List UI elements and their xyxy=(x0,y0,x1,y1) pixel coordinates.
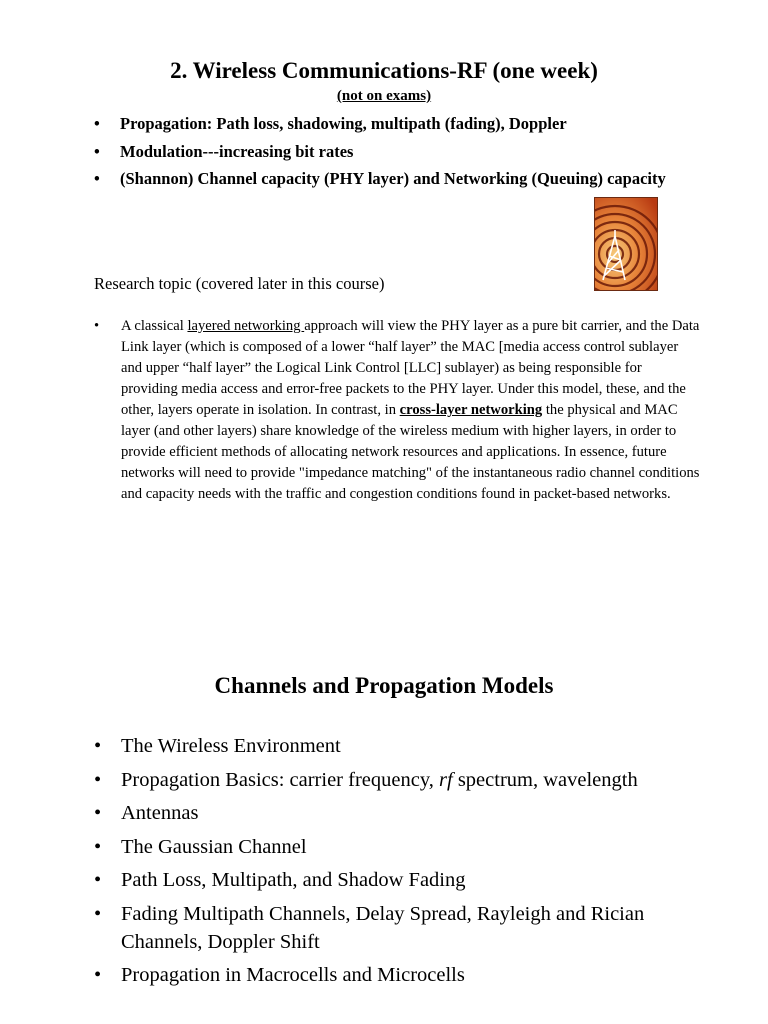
subtitle-text: (not on exams) xyxy=(336,88,432,104)
bullet-icon: • xyxy=(94,869,102,891)
list-item xyxy=(94,866,694,894)
page-subtitle xyxy=(0,87,768,105)
cross-layer-networking-term: cross-layer networking xyxy=(399,402,543,418)
list-item-text: The Gaussian Channel xyxy=(121,835,307,858)
bullet-icon: • xyxy=(94,835,102,858)
list-item xyxy=(94,139,684,165)
paragraph-text: A classical xyxy=(121,318,188,334)
research-heading: Research topic (covered later in this course) xyxy=(94,274,385,293)
list-item xyxy=(94,166,684,192)
layered-networking-term: layered networking xyxy=(187,318,305,334)
list-item-text: Modulation---increasing bit rates xyxy=(120,141,354,161)
radio-tower-icon xyxy=(594,197,658,291)
section-heading: Channels and Propagation Models xyxy=(214,673,554,698)
paragraph-text: approach will view the PHY layer as a pure bit carrier, and the Data Link layer (which is composed of a lower “half layer” the MAC [media access control sublayer and upper “half layer” the Logical Link Control [LLC] sublayer) as being responsible for providing media access and error-free packets to the PHY layer. Under this model, these, and the other, layers operate in isolation. In contrast, in xyxy=(121,318,700,418)
rf-term: rf xyxy=(439,768,453,791)
list-item xyxy=(94,961,694,989)
bullet-icon: • xyxy=(94,169,100,188)
list-item xyxy=(94,766,694,794)
list-item-text: Propagation in Macrocells and Microcells xyxy=(121,964,465,986)
list-item xyxy=(94,900,694,956)
list-item xyxy=(94,799,694,827)
bullet-icon: • xyxy=(94,318,100,334)
topics-list xyxy=(94,111,684,194)
research-paragraph xyxy=(121,316,700,505)
bullet-icon: • xyxy=(94,735,102,757)
research-bullet xyxy=(94,316,700,505)
list-item-text: Antennas xyxy=(121,802,199,824)
list-item-text: Propagation: Path loss, shadowing, multipath (fading), Doppler xyxy=(120,114,567,133)
list-item xyxy=(94,833,694,861)
bullet-icon: • xyxy=(94,141,100,161)
bullet-icon: • xyxy=(94,114,100,133)
bullet-icon: • xyxy=(94,902,102,925)
page-title: 2. Wireless Communications-RF (one week) xyxy=(170,58,598,83)
list-item-text: (Shannon) Channel capacity (PHY layer) and Networking (Queuing) capacity xyxy=(120,169,666,188)
list-item-text-part: spectrum, wavelength xyxy=(452,768,638,791)
list-item-text xyxy=(121,769,638,791)
paragraph-text: the physical and MAC layer (and other layers) share knowledge of the wireless medium with higher layers, in order to provide efficient methods of allocating network resources and applications. In essence, future networks will need to provide "impedance matching" of the instantaneous radio channel conditions and capacity needs with the traffic and congestion conditions found in packet-based networks. xyxy=(121,402,700,502)
bullet-icon: • xyxy=(94,964,102,986)
list-item-text: Path Loss, Multipath, and Shadow Fading xyxy=(121,869,466,891)
bullet-icon: • xyxy=(94,802,102,824)
list-item xyxy=(94,732,694,760)
channels-list xyxy=(94,732,694,995)
list-item-text: Fading Multipath Channels, Delay Spread, Rayleigh and Rician Channels, Doppler Shift xyxy=(121,902,645,953)
list-item-text-part: Propagation Basics: carrier frequency, xyxy=(121,768,440,791)
bullet-icon: • xyxy=(94,768,102,791)
list-item xyxy=(94,111,684,137)
list-item-text: The Wireless Environment xyxy=(121,735,341,757)
